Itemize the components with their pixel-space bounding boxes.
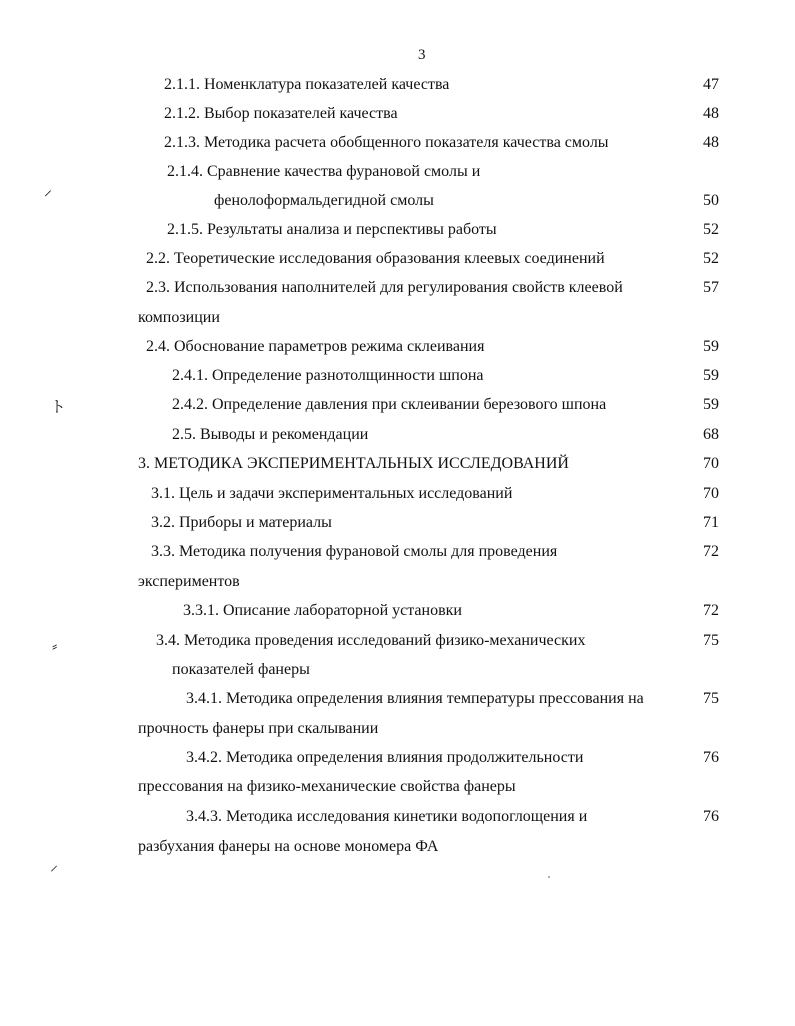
toc-entry-page: 70 <box>703 485 719 502</box>
toc-entry-title: 2.2. Теоретические исследования образования клеевых соединений <box>146 250 605 267</box>
toc-entry-title: прочность фанеры при скалывании <box>138 720 379 737</box>
toc-entry-title: 2.1.4. Сравнение качества фурановой смолы и <box>167 163 481 180</box>
toc-entry-title: показателей фанеры <box>172 661 310 678</box>
toc-entry-title: композиции <box>138 309 220 326</box>
page-number: 3 <box>418 47 426 63</box>
toc-entry-title: 2.1.1. Номенклатура показателей качества <box>164 76 450 93</box>
toc-entry-page: 70 <box>703 455 719 472</box>
toc-entry-page: 52 <box>703 221 719 238</box>
toc-entry-title: прессования на физико-механические свойства фанеры <box>138 778 516 795</box>
toc-entry-title: 3.4.2. Методика определения влияния продолжительности <box>186 749 584 766</box>
toc-entry-page: 59 <box>703 396 719 413</box>
toc-entry-page: 57 <box>703 279 719 296</box>
toc-entry-page: 68 <box>703 426 719 443</box>
margin-mark: ⸝ <box>44 182 53 199</box>
toc-entry-title: 2.1.2. Выбор показателей качества <box>164 105 398 122</box>
toc-entry-title: 2.5. Выводы и рекомендации <box>172 426 369 443</box>
toc-entry-title: 3.3. Методика получения фурановой смолы для проведения <box>151 543 558 560</box>
toc-entry-title: экспериментов <box>138 573 240 590</box>
margin-mark: ⸍ <box>50 864 59 881</box>
toc-entry-title: 2.4.1. Определение разнотолщинности шпона <box>172 367 484 384</box>
toc-entry-page: 52 <box>703 250 719 267</box>
toc-entry-title: 3.1. Цель и задачи экспериментальных исследований <box>151 485 513 502</box>
toc-entry-title: 3.3.1. Описание лабораторной установки <box>183 602 462 619</box>
scan-speck <box>548 876 550 878</box>
toc-entry-page: 75 <box>703 632 719 649</box>
toc-entry-title: 3.4.3. Методика исследования кинетики водопоглощения и <box>186 808 588 825</box>
toc-entry-page: 59 <box>703 338 719 355</box>
toc-entry-title: разбухания фанеры на основе мономера ФА <box>138 838 439 855</box>
toc-entry-title: 3.4.1. Методика определения влияния температуры прессования на <box>186 690 644 707</box>
margin-mark: ト <box>50 399 67 416</box>
toc-entry-title: 3.4. Методика проведения исследований физико-механических <box>156 632 586 649</box>
toc-entry-page: 75 <box>703 690 719 707</box>
toc-entry-page: 72 <box>703 602 719 619</box>
margin-mark: ⸗ <box>52 638 58 655</box>
toc-entry-title: 3. МЕТОДИКА ЭКСПЕРИМЕНТАЛЬНЫХ ИССЛЕДОВАНИЙ <box>138 455 569 472</box>
toc-entry-page: 48 <box>703 105 719 122</box>
toc-entry-page: 76 <box>703 808 719 825</box>
toc-entry-title: 3.2. Приборы и материалы <box>151 514 332 531</box>
toc-entry-title: 2.4.2. Определение давления при склеивании березового шпона <box>172 396 607 413</box>
toc-entry-page: 47 <box>703 76 719 93</box>
toc-entry-page: 59 <box>703 367 719 384</box>
toc-entry-page: 71 <box>703 514 719 531</box>
toc-entry-title: 2.1.5. Результаты анализа и перспективы работы <box>167 221 497 238</box>
toc-entry-title: 2.3. Использования наполнителей для регулирования свойств клеевой <box>146 279 623 296</box>
toc-entry-title: 2.1.3. Методика расчета обобщенного показателя качества смолы <box>164 134 609 151</box>
toc-entry-title: фенолоформальдегидной смолы <box>214 192 434 209</box>
toc-entry-title: 2.4. Обоснование параметров режима склеивания <box>146 338 485 355</box>
toc-entry-page: 72 <box>703 543 719 560</box>
toc-entry-page: 48 <box>703 134 719 151</box>
toc-entry-page: 76 <box>703 749 719 766</box>
toc-entry-page: 50 <box>703 192 719 209</box>
